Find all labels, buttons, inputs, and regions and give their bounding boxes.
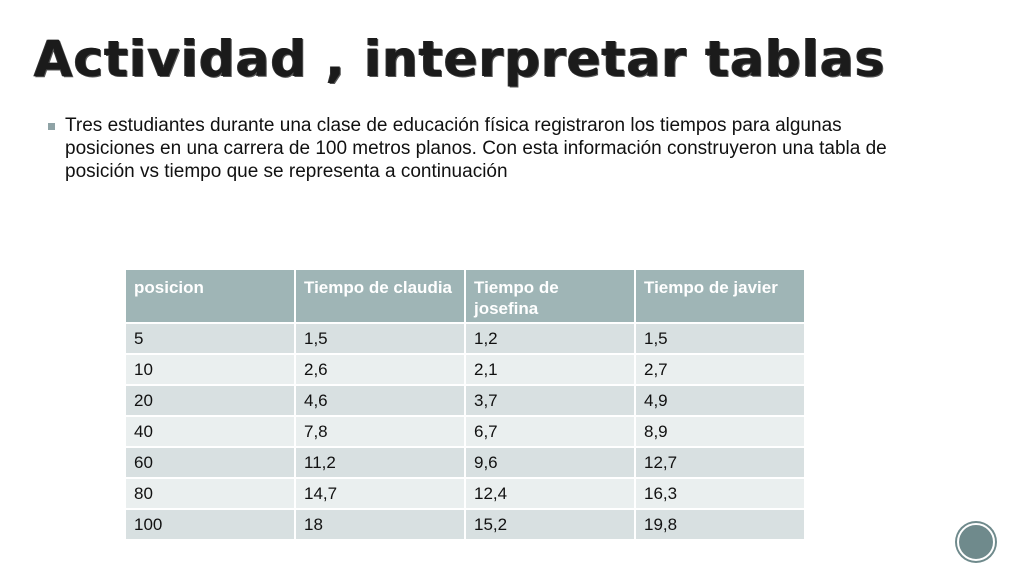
table-cell: 11,2	[295, 447, 465, 478]
table-cell: 5	[125, 323, 295, 354]
table-cell: 12,4	[465, 478, 635, 509]
table-cell: 1,5	[635, 323, 805, 354]
table-cell: 1,5	[295, 323, 465, 354]
table-row	[125, 478, 805, 509]
column-header-claudia: Tiempo de claudia	[295, 269, 465, 323]
square-bullet-icon	[48, 123, 55, 130]
table-row	[125, 509, 805, 540]
table-cell: 14,7	[295, 478, 465, 509]
table-cell: 2,7	[635, 354, 805, 385]
table-cell: 100	[125, 509, 295, 540]
table-row	[125, 323, 805, 354]
page-number-badge	[957, 523, 995, 561]
column-header-javier: Tiempo de javier	[635, 269, 805, 323]
table-cell: 12,7	[635, 447, 805, 478]
table-cell: 10	[125, 354, 295, 385]
column-header-posicion: posicion	[125, 269, 295, 323]
table-cell: 15,2	[465, 509, 635, 540]
slide-title: Actividad , interpretar tablas	[34, 30, 886, 88]
table-cell: 80	[125, 478, 295, 509]
table-cell: 16,3	[635, 478, 805, 509]
bullet-point	[48, 114, 908, 183]
table-cell: 18	[295, 509, 465, 540]
table-cell: 2,1	[465, 354, 635, 385]
table-cell: 2,6	[295, 354, 465, 385]
table-row	[125, 385, 805, 416]
position-time-table	[124, 268, 806, 541]
table-cell: 9,6	[465, 447, 635, 478]
table-cell: 60	[125, 447, 295, 478]
table-cell: 40	[125, 416, 295, 447]
table-cell: 1,2	[465, 323, 635, 354]
table-cell: 20	[125, 385, 295, 416]
table-cell: 7,8	[295, 416, 465, 447]
table-cell: 8,9	[635, 416, 805, 447]
table-cell: 3,7	[465, 385, 635, 416]
bullet-text: Tres estudiantes durante una clase de educación física registraron los tiempos para algunas posiciones en una carrera de 100 metros planos. Con esta información construyeron una tabla de posición vs tiempo que se representa a continuación	[65, 115, 887, 182]
column-header-josefina: Tiempo de josefina	[465, 269, 635, 323]
table-cell: 4,6	[295, 385, 465, 416]
table-cell: 4,9	[635, 385, 805, 416]
table-header-row	[125, 269, 805, 323]
table-row	[125, 416, 805, 447]
table-cell: 6,7	[465, 416, 635, 447]
table-row	[125, 354, 805, 385]
table-cell: 19,8	[635, 509, 805, 540]
table-row	[125, 447, 805, 478]
